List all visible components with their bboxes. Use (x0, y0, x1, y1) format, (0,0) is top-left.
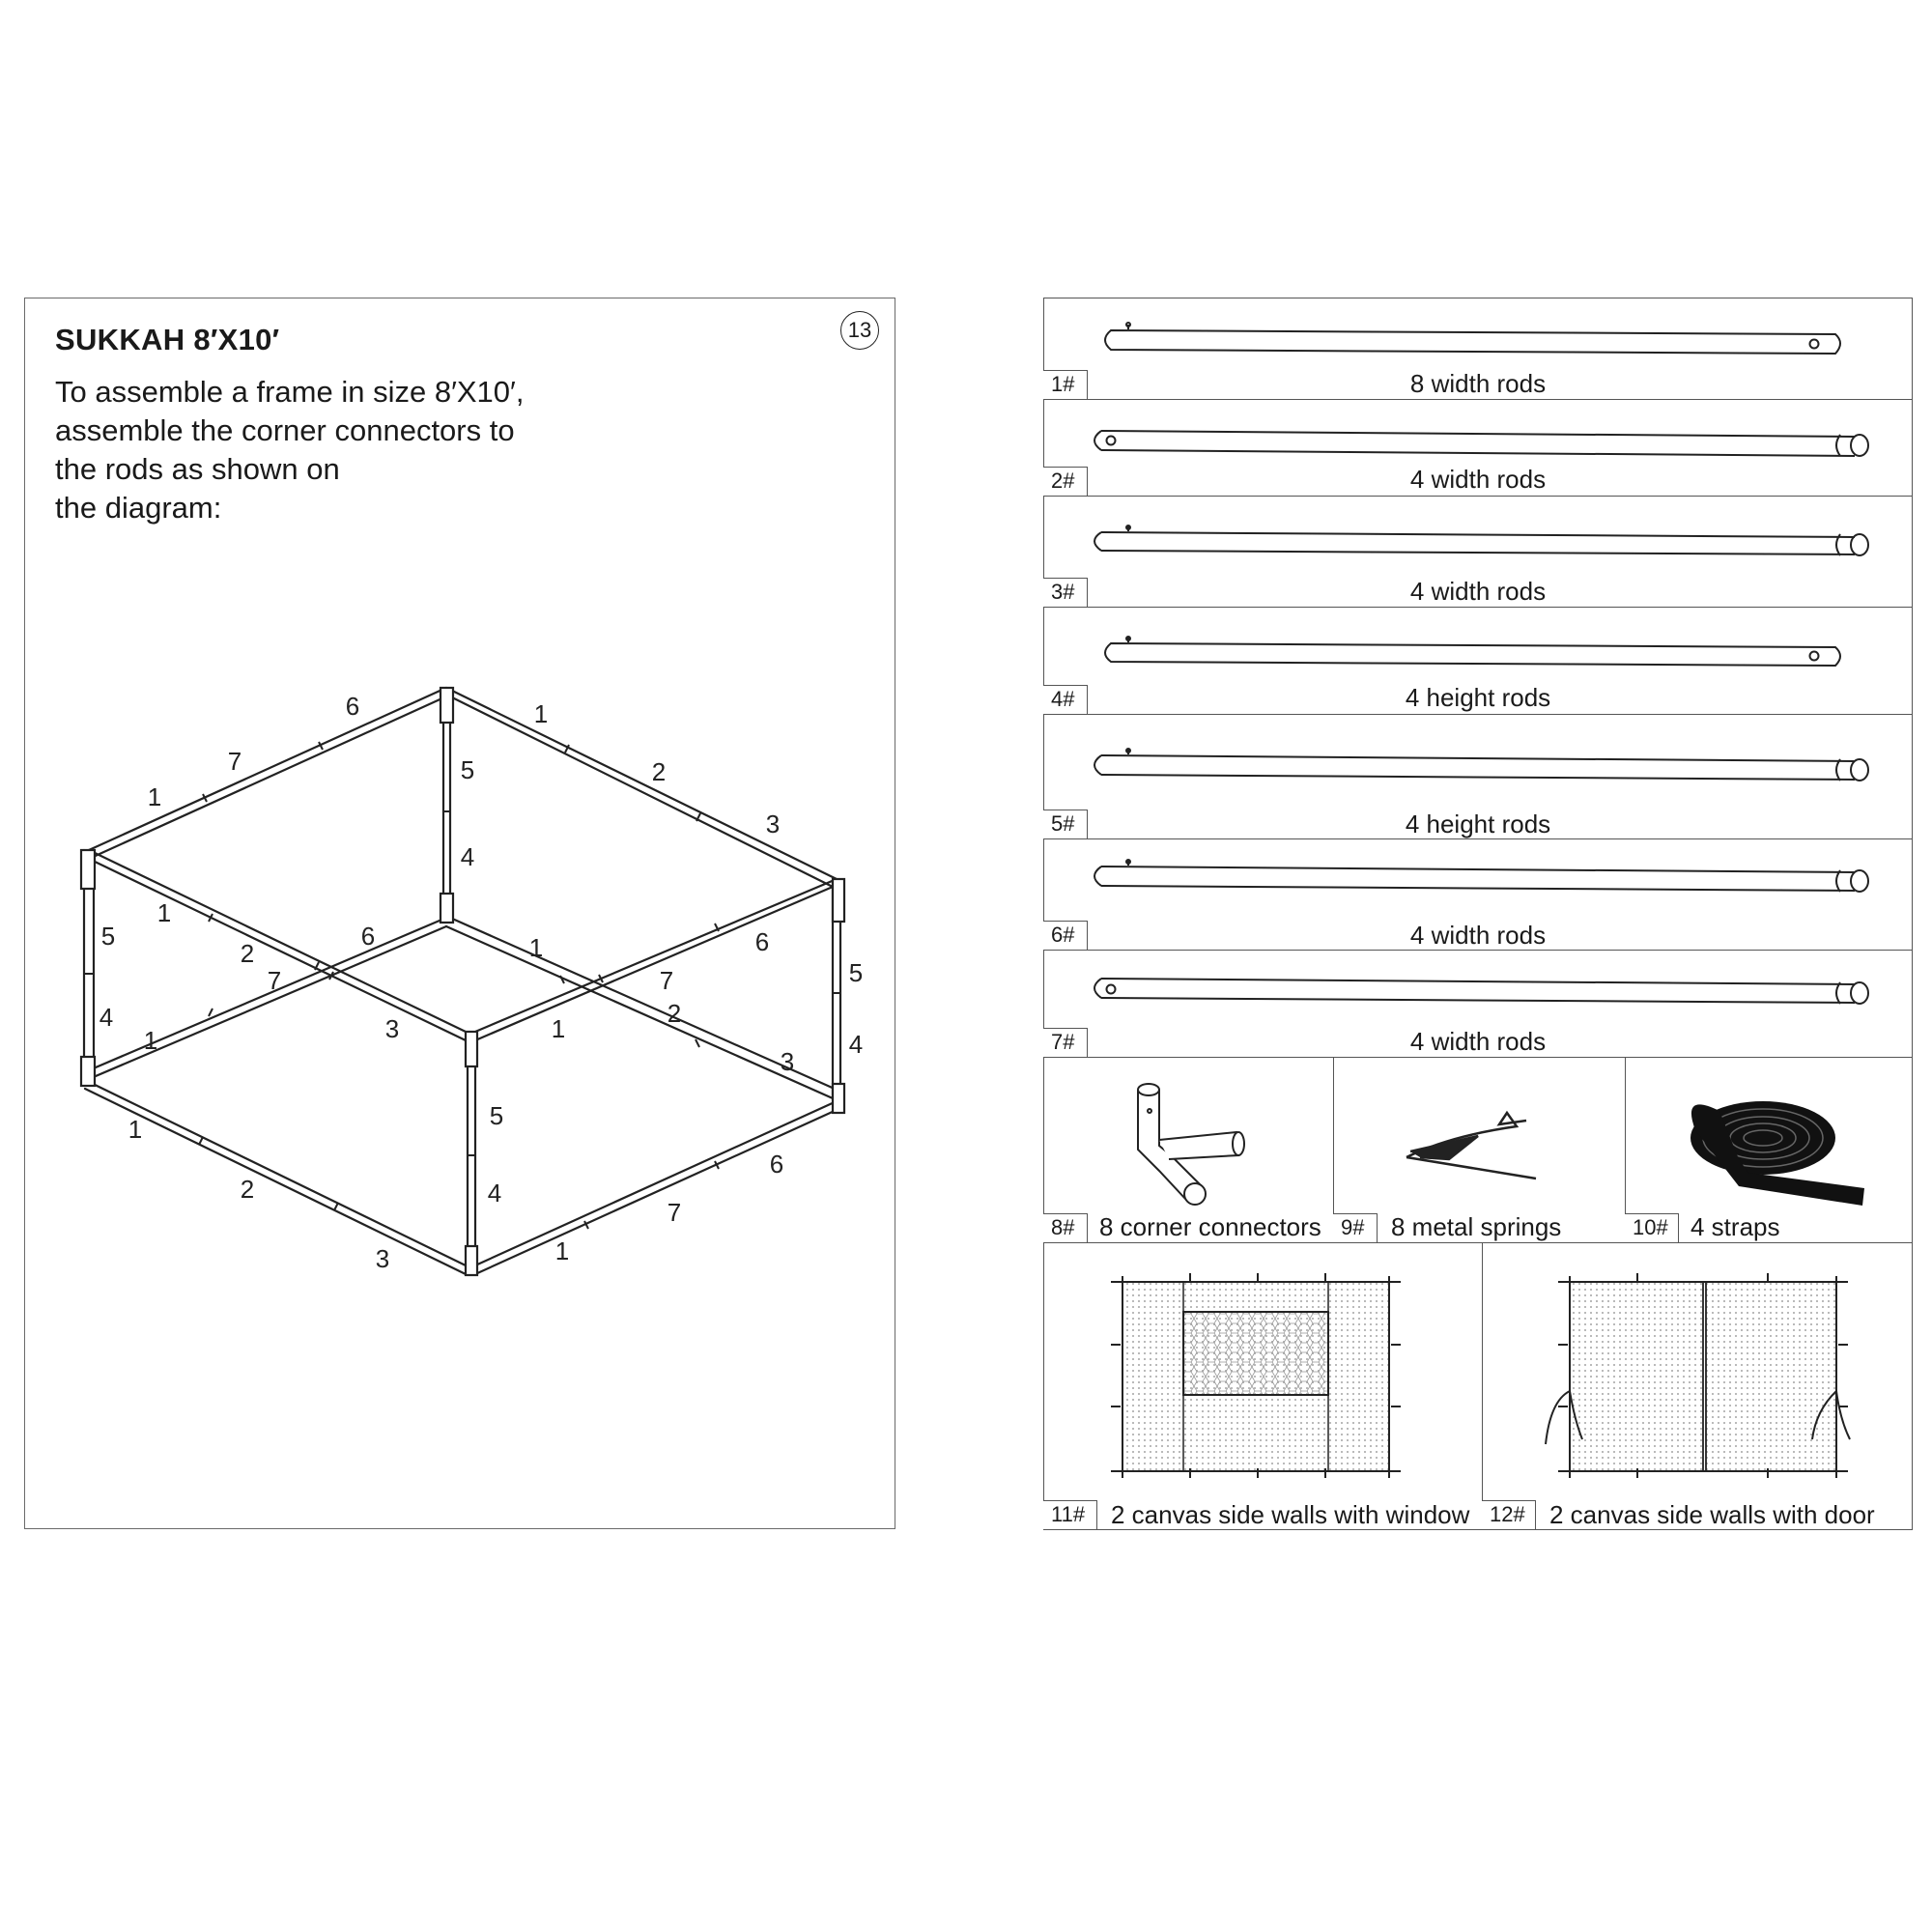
rod-label: 3 (375, 1244, 390, 1273)
rod-label: 2 (240, 1175, 255, 1204)
rod-label: 4 (99, 1003, 114, 1032)
rod-label: 4 (848, 1030, 864, 1059)
rod-6 (1094, 867, 1855, 891)
part-tag: 2# (1043, 467, 1088, 496)
corner-connector-icon (1138, 1084, 1244, 1205)
part-quantity: 4 width rods (1409, 921, 1547, 950)
rod-label: 3 (384, 1014, 400, 1043)
rod-label: 6 (345, 692, 360, 721)
part-quantity: 4 width rods (1409, 577, 1547, 606)
part-quantity: 4 straps (1690, 1212, 1780, 1241)
part-quantity: 4 height rods (1405, 683, 1551, 712)
rod-label: 5 (848, 958, 864, 987)
rod-label: 6 (754, 927, 770, 956)
rod-label: 1 (554, 1236, 570, 1265)
rod-label: 4 (460, 842, 475, 871)
part-quantity: 8 width rods (1409, 369, 1547, 398)
rod-label: 2 (240, 939, 255, 968)
rod-label: 7 (667, 1198, 682, 1227)
strap-icon (1690, 1101, 1864, 1206)
intro-line: assemble the corner connectors to (55, 413, 515, 447)
rod-label: 1 (143, 1026, 158, 1055)
part-tag: 1# (1043, 370, 1088, 399)
rod-label: 2 (651, 757, 667, 786)
rod-label: 6 (360, 922, 376, 951)
rod-label: 6 (769, 1150, 784, 1179)
part-quantity: 8 metal springs (1391, 1212, 1562, 1241)
part-quantity: 4 height rods (1405, 810, 1551, 838)
page-title: SUKKAH 8′X10′ (55, 323, 280, 356)
part-quantity: 8 corner connectors (1099, 1212, 1321, 1241)
intro-line: the rods as shown on (55, 452, 340, 486)
rod-label: 1 (533, 699, 549, 728)
part-tag: 3# (1043, 578, 1088, 607)
rod-3 (1094, 532, 1855, 554)
rod-label: 3 (780, 1047, 795, 1076)
rod-label: 7 (267, 966, 282, 995)
part-tag: 11# (1043, 1500, 1097, 1529)
rod-label: 1 (528, 933, 544, 962)
part-quantity: 2 canvas side walls with door (1549, 1500, 1875, 1529)
rod-label: 5 (100, 922, 116, 951)
rod-1 (1105, 330, 1840, 354)
part-tag: 7# (1043, 1028, 1088, 1057)
part-tag: 10# (1625, 1213, 1679, 1242)
rod-label: 1 (147, 782, 162, 811)
canvas-wall-window-icon (1111, 1273, 1401, 1478)
intro-line: the diagram: (55, 491, 222, 525)
part-tag: 9# (1333, 1213, 1378, 1242)
part-tag: 4# (1043, 685, 1088, 714)
page-number: 13 (840, 311, 879, 350)
metal-spring-icon (1406, 1113, 1536, 1179)
rod-label: 1 (128, 1115, 143, 1144)
rod-5 (1094, 755, 1855, 780)
part-quantity: 2 canvas side walls with window (1111, 1500, 1470, 1529)
intro-line: To assemble a frame in size 8′X10′, (55, 375, 525, 409)
rod-label: 1 (156, 898, 172, 927)
rod-label: 7 (659, 966, 674, 995)
rod-2 (1094, 431, 1855, 456)
part-tag: 5# (1043, 810, 1088, 838)
rod-label: 5 (489, 1101, 504, 1130)
part-tag: 6# (1043, 921, 1088, 950)
rod-label: 3 (765, 810, 781, 838)
rod-label: 1 (551, 1014, 566, 1043)
part-tag: 8# (1043, 1213, 1088, 1242)
canvas-wall-door-icon (1546, 1273, 1850, 1478)
rod-label: 2 (667, 999, 682, 1028)
rod-7 (1094, 979, 1855, 1003)
rod-4 (1105, 643, 1840, 666)
part-tag: 12# (1482, 1500, 1536, 1529)
rod-label: 7 (227, 747, 242, 776)
rod-label: 5 (460, 755, 475, 784)
rod-label: 4 (487, 1179, 502, 1208)
part-quantity: 4 width rods (1409, 465, 1547, 494)
part-quantity: 4 width rods (1409, 1027, 1547, 1056)
